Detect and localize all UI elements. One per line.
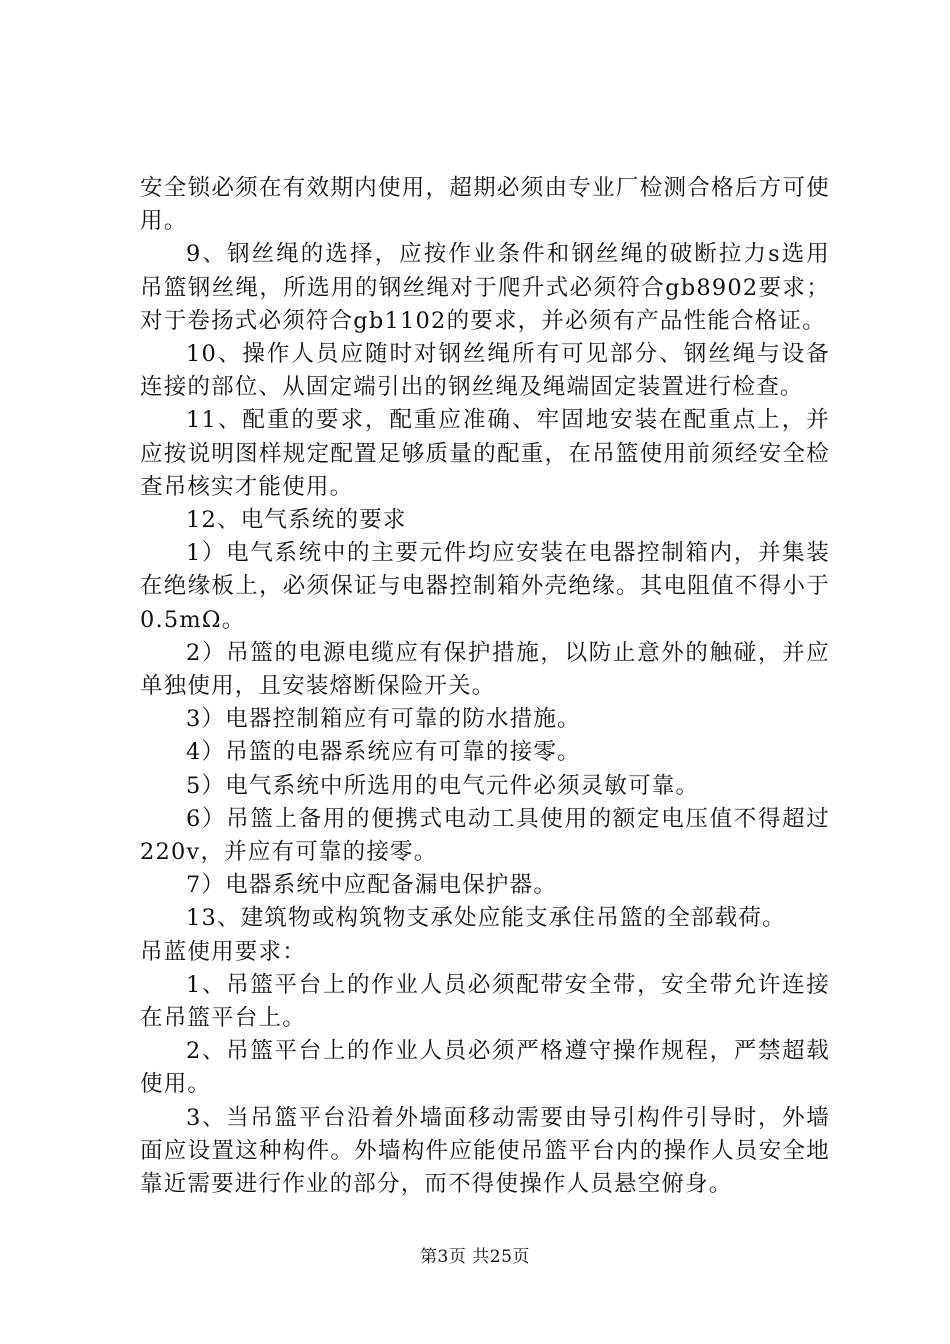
paragraph: 7）电器系统中应配备漏电保护器。 [186, 872, 558, 899]
page-footer [0, 1242, 950, 1267]
document-body [140, 172, 830, 1201]
paragraph: 吊蓝使用要求： [140, 938, 306, 965]
paragraph: 3）电器控制箱应有可靠的防水措施。 [186, 706, 581, 733]
paragraph: 13、建筑物或构筑物支承处应能支承住吊篮的全部载荷。 [186, 905, 786, 932]
paragraph: 2、吊篮平台上的作业人员必须严格遵守操作规程，严禁超载使用。 [140, 1038, 830, 1098]
paragraph: 12、电气系统的要求 [186, 507, 407, 534]
paragraph: 1）电气系统中的主要元件均应安装在电器控制箱内，并集装在绝缘板上，必须保证与电器控制箱外壳绝缘。其电阻值不得小于0.5mΩ。 [140, 540, 830, 633]
paragraph: 9、钢丝绳的选择，应按作业条件和钢丝绳的破断拉力s选用吊篮钢丝绳，所选用的钢丝绳对于爬升式必须符合gb8902要求；对于卷扬式必须符合gb1102的要求，并必须有产品性能合格证。 [140, 241, 830, 334]
paragraph: 11、配重的要求，配重应准确、牢固地安装在配重点上，并应按说明图样规定配置足够质量的配重，在吊篮使用前须经安全检查吊核实才能使用。 [140, 407, 830, 500]
page-number-label: 第3页 共25页 [420, 1247, 530, 1267]
paragraph: 6）吊篮上备用的便携式电动工具使用的额定电压值不得超过220v，并应有可靠的接零。 [140, 805, 830, 866]
paragraph: 1、吊篮平台上的作业人员必须配带安全带，安全带允许连接在吊篮平台上。 [140, 971, 830, 1032]
paragraph: 4）吊篮的电器系统应有可靠的接零。 [186, 739, 581, 766]
paragraph: 安全锁必须在有效期内使用，超期必须由专业厂检测合格后方可使用。 [140, 175, 830, 235]
paragraph: 10、操作人员应随时对钢丝绳所有可见部分、钢丝绳与设备连接的部位、从固定端引出的钢丝绳及绳端固定装置进行检查。 [140, 341, 830, 401]
paragraph: 2）吊篮的电源电缆应有保护措施，以防止意外的触碰，并应单独使用，且安装熔断保险开关。 [140, 639, 830, 700]
paragraph: 5）电气系统中所选用的电气元件必须灵敏可靠。 [186, 772, 700, 799]
paragraph: 3、当吊篮平台沿着外墙面移动需要由导引构件引导时，外墙面应设置这种构件。外墙构件应能使吊篮平台内的操作人员安全地靠近需要进行作业的部分，而不得使操作人员悬空俯身。 [140, 1104, 830, 1198]
